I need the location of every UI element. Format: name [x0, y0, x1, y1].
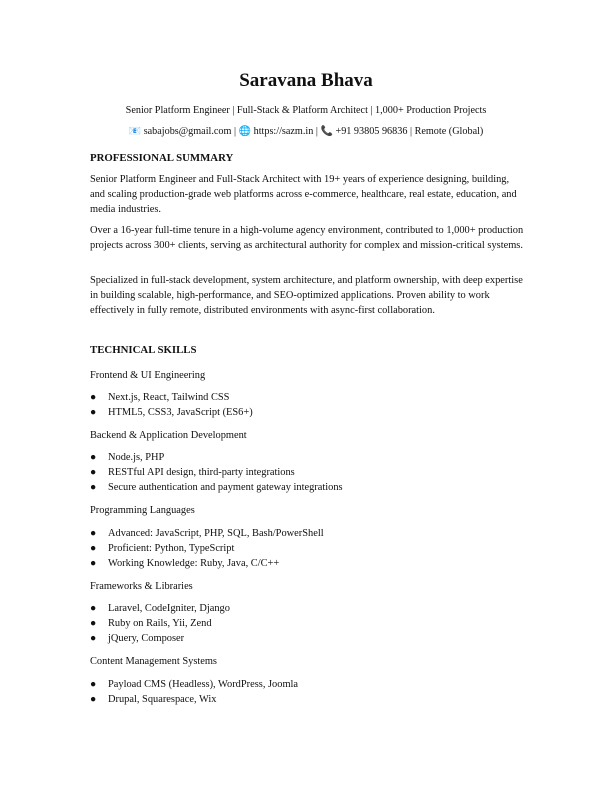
summary-paragraph: Over a 16-year full-time tenure in a high-volume agency environment, contributed to 1,000+ production projects across 300+ clients, serving as architectural authority for complex and mission-critical systems. — [90, 225, 524, 251]
list-item — [90, 601, 230, 616]
tagline: Senior Platform Engineer | Full-Stack & Platform Architect | 1,000+ Production Projects — [125, 105, 487, 116]
separator: | — [313, 126, 321, 137]
skill-group-title: Backend & Application Development — [90, 430, 247, 441]
location: Remote (Global) — [414, 126, 484, 137]
summary-paragraph: Senior Platform Engineer and Full-Stack Architect with 19+ years of experience designing, building, and scaling production-grade web platforms across e-commerce, healthcare, real estate, education, and media industries. — [90, 174, 517, 215]
item-text: Laravel, CodeIgniter, Django — [108, 603, 230, 614]
list-item — [90, 450, 343, 465]
bullet: ● — [90, 603, 97, 614]
skill-group-title: Frontend & UI Engineering — [90, 370, 206, 381]
list-item — [90, 616, 230, 631]
bullet: ● — [90, 467, 97, 479]
item-text: Next.js, React, Tailwind CSS — [108, 392, 230, 403]
phone-icon: 📞 — [320, 126, 333, 137]
list-item — [90, 465, 343, 480]
bullet: ● — [90, 694, 97, 706]
item-text: HTML5, CSS3, JavaScript (ES6+) — [108, 407, 253, 419]
list-item — [90, 631, 230, 646]
item-text: Working Knowledge: Ruby, Java, C/C++ — [108, 558, 280, 570]
skill-group-title: Content Management Systems — [90, 656, 217, 667]
candidate-name: Saravana Bhava — [239, 70, 373, 91]
bullet: ● — [90, 392, 97, 403]
bullet: ● — [90, 407, 97, 419]
item-text: Proficient: Python, TypeScript — [108, 543, 235, 555]
skill-list — [90, 450, 343, 496]
contact-line — [0, 126, 612, 137]
bullet: ● — [90, 543, 97, 555]
email-icon: 📧 — [128, 126, 142, 137]
website-link[interactable]: https://sazm.in — [253, 126, 314, 137]
skill-list — [90, 601, 230, 647]
bullet: ● — [90, 452, 97, 463]
bullet: ● — [90, 482, 97, 494]
list-item — [90, 480, 343, 495]
list-item — [90, 677, 298, 692]
bullet: ● — [90, 528, 97, 539]
separator: | — [407, 126, 415, 137]
item-text: Drupal, Squarespace, Wix — [108, 694, 217, 706]
list-item — [90, 405, 253, 420]
bullet: ● — [90, 679, 97, 690]
item-text: RESTful API design, third-party integrations — [108, 467, 295, 479]
bullet: ● — [90, 618, 97, 630]
skill-list — [90, 390, 253, 420]
bullet: ● — [90, 558, 97, 570]
section-title-summary: PROFESSIONAL SUMMARY — [90, 152, 234, 164]
list-item — [90, 556, 324, 571]
skill-list — [90, 677, 298, 707]
list-item — [90, 692, 298, 707]
item-text: Payload CMS (Headless), WordPress, Joomla — [108, 679, 299, 690]
list-item — [90, 390, 253, 405]
item-text: Advanced: JavaScript, PHP, SQL, Bash/PowerShell — [108, 528, 324, 539]
list-item — [90, 526, 324, 541]
bullet: ● — [90, 633, 97, 645]
item-text: jQuery, Composer — [108, 633, 185, 645]
skill-group-title: Programming Languages — [90, 505, 195, 516]
globe-icon: 🌐 — [238, 126, 252, 137]
item-text: Secure authentication and payment gateway integrations — [108, 482, 343, 494]
phone-number: +91 93805 96836 — [335, 126, 408, 137]
list-item — [90, 541, 324, 556]
separator: | — [231, 126, 239, 137]
item-text: Ruby on Rails, Yii, Zend — [108, 618, 212, 630]
summary-paragraph: Specialized in full-stack development, system architecture, and platform ownership, with deep expertise in building scalable, high-performance, and SEO-optimized applications. Proven ability to work effectively in fully remote, distributed environments with async-first collaboration. — [90, 275, 523, 316]
skill-group-title: Frameworks & Libraries — [90, 581, 193, 592]
email-link[interactable]: sabajobs@gmail.com — [143, 126, 232, 137]
section-title-skills: TECHNICAL SKILLS — [90, 344, 197, 356]
skill-list — [90, 526, 324, 572]
item-text: Node.js, PHP — [108, 452, 165, 463]
